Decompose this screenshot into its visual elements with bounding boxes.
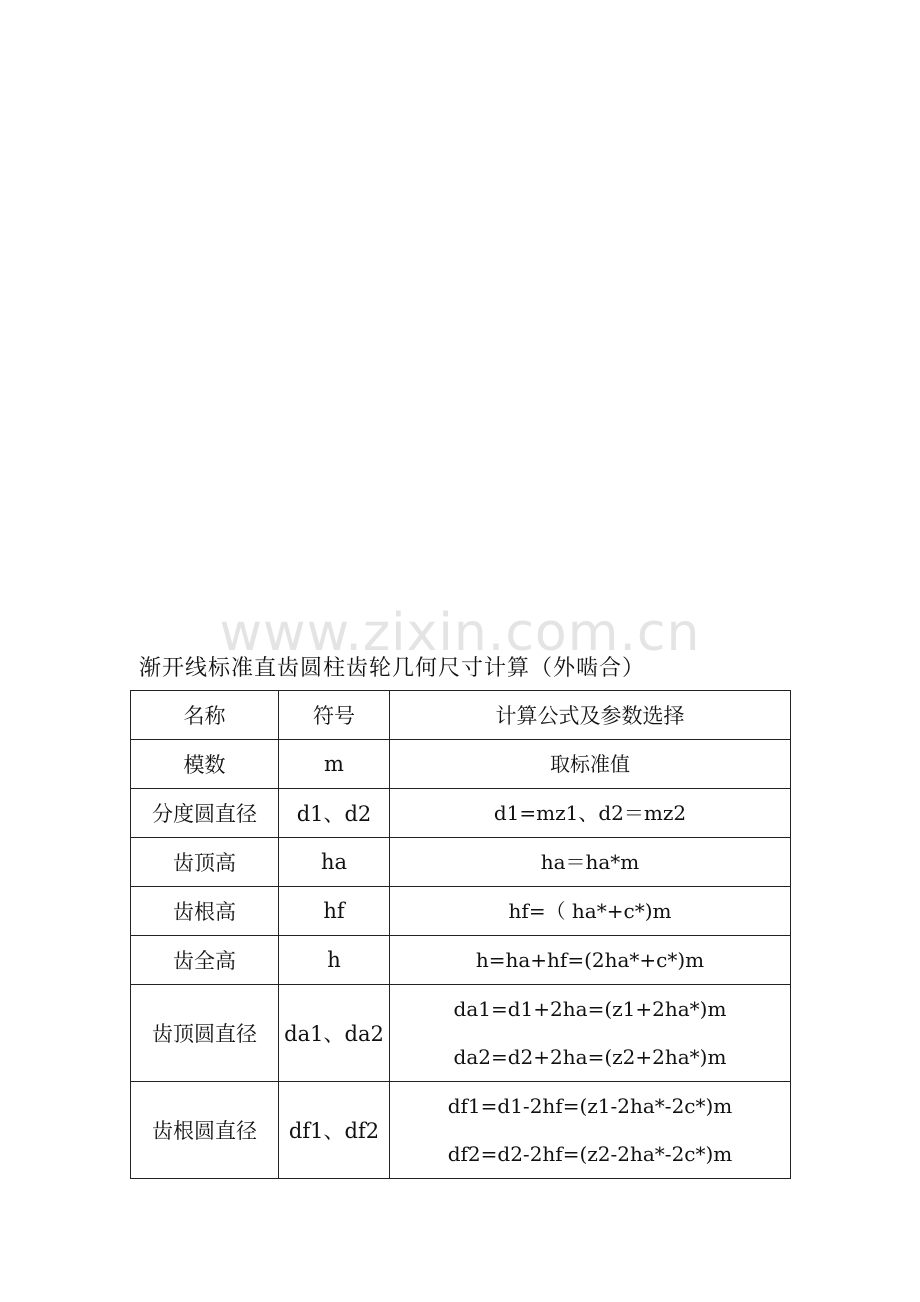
row-name: 齿根高 (131, 887, 279, 936)
row-name: 齿全高 (131, 936, 279, 985)
table-row (131, 789, 791, 838)
row-name: 齿顶高 (131, 838, 279, 887)
formula-line: h=ha+hf=(2ha*+c*)m (475, 948, 705, 972)
row-formula (390, 789, 791, 838)
row-symbol: m (279, 740, 390, 789)
row-symbol: hf (279, 887, 390, 936)
table-row (131, 887, 791, 936)
formula-line: d1=mz1、d2＝mz2 (493, 801, 687, 825)
gear-dimensions-table (130, 690, 791, 1179)
row-formula (390, 887, 791, 936)
table-row (131, 985, 791, 1082)
table-row (131, 838, 791, 887)
row-symbol: df1、df2 (279, 1082, 390, 1179)
table-row (131, 936, 791, 985)
formula-line: df1=d1-2hf=(z1-2ha*-2c*)m (447, 1094, 733, 1118)
formula-line: ha＝ha*m (540, 850, 640, 874)
row-symbol: da1、da2 (279, 985, 390, 1082)
row-symbol: d1、d2 (279, 789, 390, 838)
row-name: 齿顶圆直径 (131, 985, 279, 1082)
table-row (131, 1082, 791, 1179)
formula-line: df2=d2-2hf=(z2-2ha*-2c*)m (447, 1142, 733, 1166)
formula-line: da1=d1+2ha=(z1+2ha*)m (453, 997, 727, 1021)
document-title: 渐开线标准直齿圆柱齿轮几何尺寸计算（外啮合） (139, 656, 646, 681)
header-symbol: 符号 (279, 691, 390, 740)
formula-line: 取标准值 (550, 752, 630, 776)
row-name: 分度圆直径 (131, 789, 279, 838)
formula-line: hf=（ ha*+c*)m (508, 899, 672, 923)
table-row (131, 740, 791, 789)
row-formula (390, 936, 791, 985)
watermark: www.zixin.com.cn (219, 603, 701, 663)
header-formula: 计算公式及参数选择 (390, 691, 791, 740)
row-formula (390, 838, 791, 887)
row-symbol: h (279, 936, 390, 985)
formula-line: da2=d2+2ha=(z2+2ha*)m (453, 1045, 727, 1069)
row-formula (390, 985, 791, 1082)
row-formula (390, 740, 791, 789)
row-symbol: ha (279, 838, 390, 887)
row-formula (390, 1082, 791, 1179)
row-name: 齿根圆直径 (131, 1082, 279, 1179)
header-name: 名称 (131, 691, 279, 740)
row-name: 模数 (131, 740, 279, 789)
table-header-row (131, 691, 791, 740)
